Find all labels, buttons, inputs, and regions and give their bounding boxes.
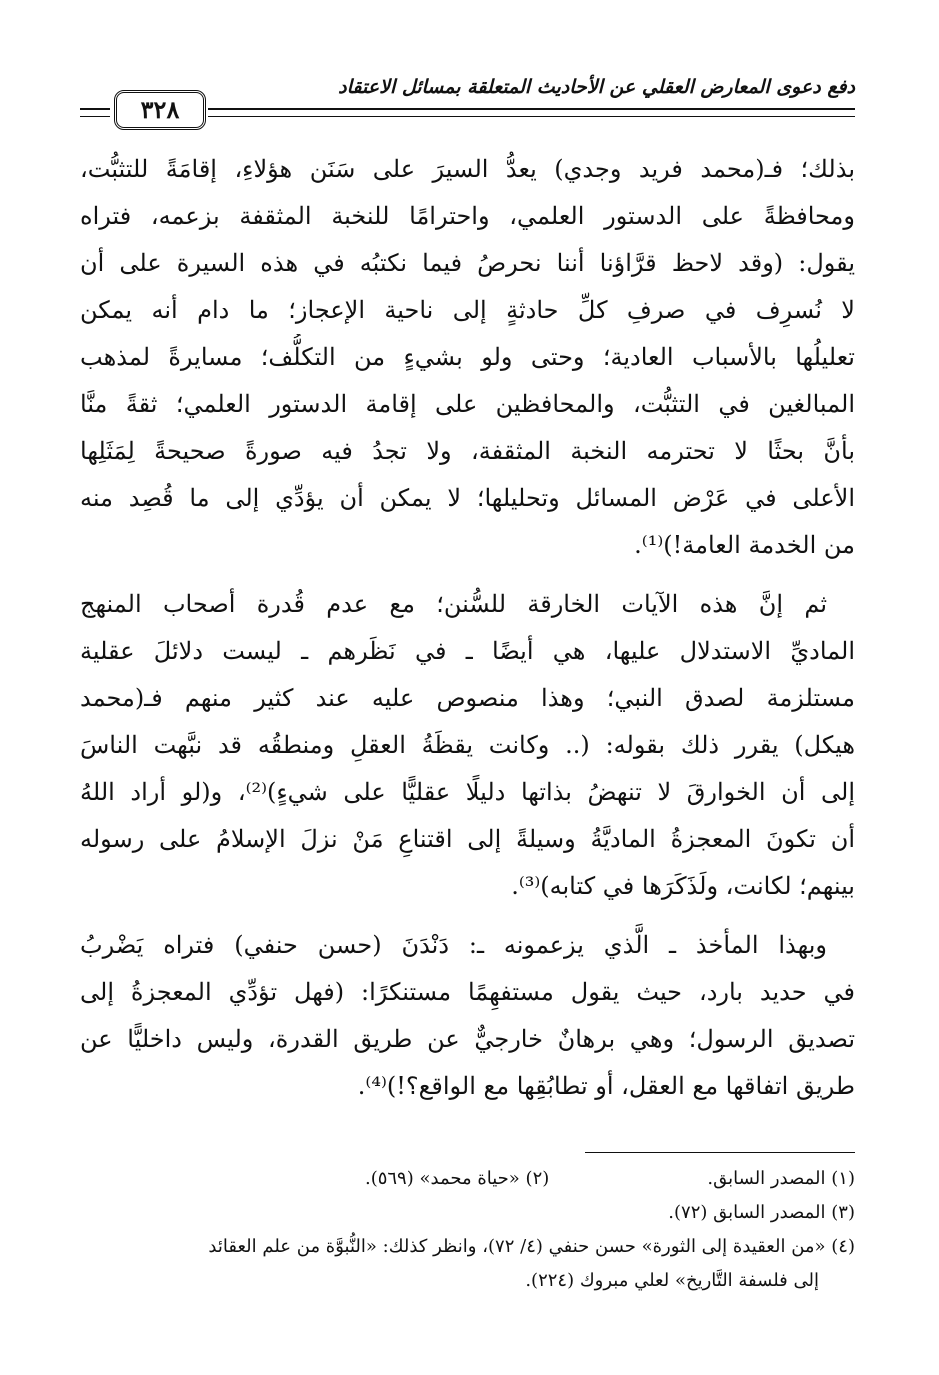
footnote-separator — [585, 1152, 855, 1153]
text-line: بأنَّ بحثًا لا تحترمه النخبة المثقفة، ولا تجدُ فيه صورةً صحيحةً لِمَثَلِها — [80, 437, 855, 465]
text-line: طريق اتفاقها مع العقل، أو تطابُقِها مع الواقع؟!)⁽⁴⁾. — [357, 1072, 855, 1100]
text-line: تعليلُها بالأسباب العادية؛ وحتى ولو بشيءٍ من التكلُّف؛ مسايرةً لمذهب — [80, 343, 855, 371]
footnote-4-line-2: إلى فلسفة التَّاريخ» لعلي مبروك (٢٢٤). — [525, 1270, 819, 1291]
page-number: ٣٢٨ — [114, 90, 206, 130]
text-line: الماديِّ الاستدلال عليها، هي أيضًا ـ في نَظَرهم ـ ليست دلائلَ عقلية — [80, 637, 855, 665]
footnote-row — [80, 1162, 855, 1196]
header-rule-right — [208, 108, 855, 117]
text-line: ومحافظةً على الدستور العلمي، واحترامًا للنخبة المثقفة بزعمه، فتراه — [80, 202, 855, 230]
text-line: وبهذا المأخذ ـ الَّذي يزعمونه ـ: دَنْدَنَ (حسن حنفي) فتراه يَضْربُ — [80, 931, 827, 959]
footnote-1: (١) المصدر السابق. — [707, 1168, 855, 1189]
text-line: بينهم؛ لكانت، ولَذَكَرَها في كتابه)⁽³⁾. — [511, 872, 855, 900]
text-line: بذلك؛ فـ(محمد فريد وجدي) يعدُّ السيرَ على سَنَن هؤلاءِ، إقامَةً للتثبُّت، — [80, 155, 855, 183]
text-line: مستلزمة لصدق النبي؛ وهذا منصوص عليه عند كثير منهم فـ(محمد — [80, 684, 855, 712]
text-line: الأعلى في عَرْض المسائل وتحليلها؛ لا يمكن أن يؤدِّي إلى ما قُصِد منه — [80, 484, 855, 512]
paragraph-1 — [80, 146, 855, 569]
text-line: ثم إنَّ هذه الآيات الخارقة للسُّنن؛ مع عدم قُدرة أصحاب المنهج — [80, 590, 827, 618]
main-text — [80, 146, 855, 1122]
text-line: يقول: (وقد لاحظ قرَّاؤنا أننا نحرصُ فيما نكتبُه في هذه السيرة على أن — [80, 249, 855, 277]
page-header — [80, 68, 855, 132]
text-line: من الخدمة العامة!)⁽¹⁾. — [634, 531, 855, 559]
paragraph-3 — [80, 922, 855, 1110]
header-rule-left — [80, 108, 110, 117]
paragraph-2 — [80, 581, 855, 910]
text-line: أن تكونَ المعجزةُ الماديَّةُ وسيلةً إلى اقتناعِ مَنْ نزلَ الإسلامُ على رسوله — [80, 825, 855, 853]
text-line: لا نُسرِف في صرفِ كلِّ حادثةٍ إلى ناحية الإعجاز؛ ما دام أنه يمكن — [80, 296, 855, 324]
footnote-4-line-1: (٤) «من العقيدة إلى الثورة» حسن حنفي (٤/ ٧٢)، وانظر كذلك: «النُّبوَّة من علم العقائد — [208, 1236, 855, 1257]
running-title: دفع دعوى المعارض العقلي عن الأحاديث المتعلقة بمسائل الاعتقاد — [338, 76, 855, 98]
footnote-2: (٢) «حياة محمد» (٥٦٩). — [364, 1168, 550, 1189]
footnotes — [80, 1162, 855, 1298]
footnote-3: (٣) المصدر السابق (٧٢). — [668, 1202, 855, 1223]
text-line: هيكل) يقرر ذلك بقوله: (.. وكانت يقظَةُ العقلِ ومنطقُه قد نبَّهت الناسَ — [80, 731, 855, 759]
text-line: في حديد بارد، حيث يقول مستفهِمًا مستنكرًا: (فهل تؤدِّي المعجزةُ إلى — [80, 978, 855, 1006]
text-line: تصديق الرسول؛ وهي برهانٌ خارجيٌّ عن طريق القدرة، وليس داخليًّا عن — [80, 1025, 855, 1053]
text-line: المبالغين في التثبُّت، والمحافظين على إقامة الدستور العلمي؛ ثقةً منَّا — [80, 390, 855, 418]
text-line: إلى أن الخوارقَ لا تنهضُ بذاتها دليلًا عقليًّا على شيءٍ)⁽²⁾، و(لو أراد اللهُ — [80, 778, 855, 806]
